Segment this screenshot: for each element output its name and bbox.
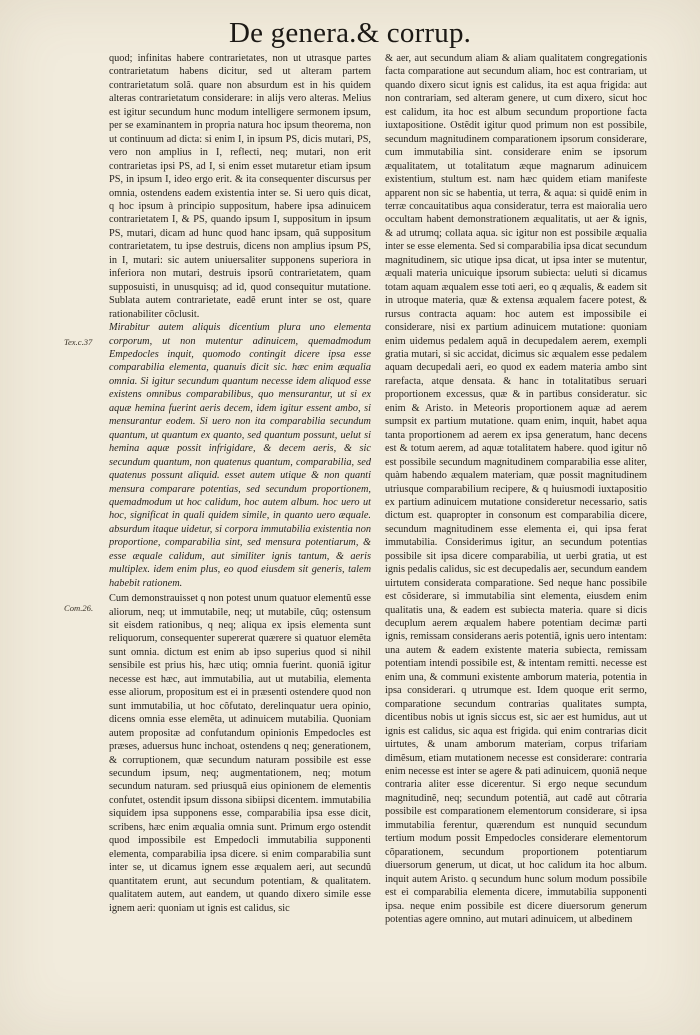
commentary-paragraph: quod; infinitas habere contrarietates, non ut utrasque partes contrarietatum habens dicitur, sed ut alteram partem contrarietatum solã. quare non absurdum est in his quidem alteras contrarietatum considerare: in alijs vero alteras. Melius est igitur secundum hunc modum intelligere sermonem ipsum, per se examinantem in propria natura hoc ipsum theorema, non ut continuum ad dicta: si enim I, in ipsum PS, dicis mutari, PS, vero non amplius in I, reflecti, neq; mutari, non erit contrarietas ipsi PS, ad I, si enim esset mutaretur etiam ipsum PS, in ipsum I, ideo ergo erit. & ita consequenter discursus per omnia, ostendens eadem existentia inter se. Si uero quis dicat, q hoc ipsum à principio suppositum, habere ipsa adinuicem contrarietatem I, & PS, quando ipsum I, suppositum in ipsum PS, mutari, dicam ad hunc quod hanc ipsam, quã suppositum contrarietatem, tu ipse destruis, dicens non amplius ipsum PS, in I, mutari: sic autem uniuersaliter supponens superiora in inferiora non mutari, destruis ipsorũ contrarietatem, quam supposuisti, in unusquisq; ad id, quod consequitur mutatione. Sublata autem contrarietate, eadẽ erunt inter se ost, quare rationabiliter cõclusit. <box>109 53 371 320</box>
commentary-paragraph: Cum demonstrauisset q non potest unum quatuor elementũ esse aliorum, neq; ut immutabile, neq; ut mutabile, cũq; ostensum sit eisdem rationibus, q neq; aliqua ex ipsis elementa sunt reliquorum, consequenter supererat quærere si quatuor elemẽta sunt omnia. dictum est enim ab ipso superius quod si nihil sensibile est prius his, hæc utiq; omnia fuerint. quoniã igitur necesse est hæc, aut immutabilia, aut ut mutabilia, elementa esse aliorum, propositum est ei in præsenti ostendere quod non sunt immutabilia, ut hoc cõfutato, derelinquatur uera opinio, dicens omnia esse elemẽta, ut adinuicem mutabilia. Quoniam autem propositæ ad confutandum opinionis Empedocles est præses, aduersus hunc inchoat, ostendens q neq; generationem, & corruptionem, quæ secundum naturam possibile est esse secundum ipsum, neq; augmentationem, neq; motum secundum naturam. sed priusquã eius opinionem de elementis confutet, ostendit ipsum dissona sibiipsi dicentem. immutabilia siquidem ipsa supponens esse, comparabilia ipsa esse dicit, scribens, hæc enim æqualia omnia sunt. Primum ergo ostendit quod impossibile est Empedocli immutabilia supponenti elementa, comparabilia ipsa dicere. si enim comparabilia sunt inter se, ut dicamus ignem esse æqualem aeri, aut secundũ quantitatem erunt, aut secundum potentiam, & qualitatem. qualitatem autem, aut eandem, ut quando dixero simile esse ignem aeri: quoniam ut ignis est calidus, sic <box>109 593 371 914</box>
margin-note-commentary-ref: Com.26. <box>64 603 94 613</box>
right-column <box>385 52 647 926</box>
left-column <box>109 52 371 915</box>
commentary-paragraph: & aer, aut secundum aliam & aliam qualitatem congregationis facta comparatione aut secundum aliam, hoc est contrariam, ut quando dixero sicut ignis est calidus, ita est aqua frigida: aut non contrariam, sed alteram genere, ut cum dixero, sicut hoc est calidum, ita hoc est album secundum proportione facta iuxtapositione. Ostẽdit igitur quod primum non est possibile, secundum magnitudinem comparationem ipsorum considerare, cum immutabilia sint. considerare enim se ipsorum æqualitatem, ut totalitatum æque magnarum adinuicem existentium, stultum est. nam hæc quidem etiam manifeste apparent non sic se habentia, ut terra, & aqua: si quidẽ enim in terræ concauitatibus aqua consideratur, terra est maioralia uero occultam habent demonstrationem æqualitatis, ut aer & ignis, & ad utrumq; collata aqua. sic igitur non est possibile æqualia inter se esse elementa. Sed si comparabilia ipsa dicat secundum magnitudinem, sic utique ipsa dicat, ut ipsa inter se mutentur, æquali materia unicuique ipsorum subiecta: ueluti si dicamus totam aquam æqualem esse toti aeri, eo q æqualis, & eadem sit in utroque materia, quæ & extensa æqualem facere potest, & rursus contracta aquam: hoc autem est impossibile ei considerare, nisi ex partium adinuicem mutatione: quoniam enim uidemus pedalem aquã in decupedalem aerem, exempli gratia mutari, si sic accidat, dicimus sic æqualem esse pedalem aquam decupedali aeri, eo quod ex eadem materia ambo sint rarefacta, atque densata. & hanc in totalitatibus seruari proportionem excessus, quæ & in partibus consideratur. sic enim & Aristo. in Meteoris proportionem aquæ ad aerem sumpsit ex partium mutatione. quam enim, inquit, habet aqua tanta proportionem ad aerem ex ipsa generatum, hanc decens est & totum aerem, ad aquæ totalitatem habere. quod igitur nõ est possibile secundum magnitudinem comparabilia esse aliter, quàm habendo æqualem materiam, quæ possit magnitudinem utriusque comparabilium recipere, & q huiusmodi iuxtapositio ex partium adinuicem mutatione consideretur necessario, satis dictum est. quapropter in consonum est comparabilia dicere, secundum magnitudinem esse elementa ei, qui ipsa ferat immutabilia. Considerimus igitur, an secundum potentias possibile sit ipsa dicere comparabilia, ut uerbi gratia, ut est ignis pedalis calidus, sic est decupedalis aer, secundum eandem uirtutem considerata comparatione. Sed neque hanc possibile est cõsiderare, si immutabilia sint elementa, eiusdem enim qualitatis una, & eadem est subiecta materia. quare si dicis decuplum aerem æqualem habere potentiam decimæ parti ignis, remissam considerans aeris potentiã, ignis uero intentam: una autem & eadem existente materia subiecta, remissam potentiam intendi possibile est, & intentam remitti. necesse est enim una, & communi existente amborum materia, potentia in ipsa considerari. q utrumque est. Idem quoque erit sermo, comparatione secundum contrarias qualitates sumpta, dicentibus nobis ut ignis siccus est, sic aer est humidus, aut ut ignis est calidus, sic aqua est frigida. qui enim contrarias dicit uirtutes, & unam amborum materiam, corpus trifariam dimẽsum, etiam mutationem necesse est considerare: contraria enim necesse est inter se agere & pati adinuicem, quoniã neque contraria aliter esse dicerentur. Si ergo neque secundum magnitudinẽ, neq; secundum potentiã, aut cadẽ aut cõtraria possibile est comparationem elementorum considerare, si ipsa immutabilia ferentur, quærendum est nunquid secundum tertium modum possit Empedocles considerare elementorum cõparationem, secundum proportionem potentiarum diuersorum generum, ut dicat, ut hoc calidum ita hoc album. inquit autem Aristo. q secundum hunc solum modum possibile est ei comparabilia elementa dicere, immutabilia supponenti ipsa. neque enim possibile est dicere diuersorum generum potentias agere omnino, aut mutari adinuicem, ut albedinem <box>385 53 647 925</box>
aristotle-text-paragraph: Mirabitur autem aliquis dicentium plura uno elementa corporum, ut non mutentur adinuicem, quemadmodum Empedocles inquit, quomodo contingit dicere ipsa esse comparabilia elementa, quanuis dicit sic. hæc enim æqualia omnia. Si igitur secundum quantum necesse idem aliquod esse existens omnibus comparabilibus, quo mensurantur, ut si ex aquæ hemina fuerint aeris decem, idem igitur essent ambo, si mensurantur eodem. Si uero non ita comparabilia secundum quantum, ut quantum ex quanto, sed quantum possunt, uelut si hemina aquæ possit infrigidare, & decem aeris, & sic secundum quantum, non quatenus quantum, comparabilia, sed quatenus possunt aliquid. esset autem utique & non quanti mensura comparare potentias, sed secundum proportionem, quemadmodum ut hoc calidum, hoc autem album. hoc uero ut hoc, significat in quali quidem simile, in quanto uero æquale. absurdum itaque uidetur, si corpora immutabilia existentia non proportione, comparabilia sint, sed mensura potentiarum, & esse æquale calidum, aut similiter ignis tantum, & aeris multiplex. idem enim plus, eo quod eiusdem sit generis, talem habebit rationem. <box>109 322 371 589</box>
running-header: De genera.& corrup. <box>229 17 472 49</box>
margin-note-text-ref: Tex.c.37 <box>64 337 93 347</box>
